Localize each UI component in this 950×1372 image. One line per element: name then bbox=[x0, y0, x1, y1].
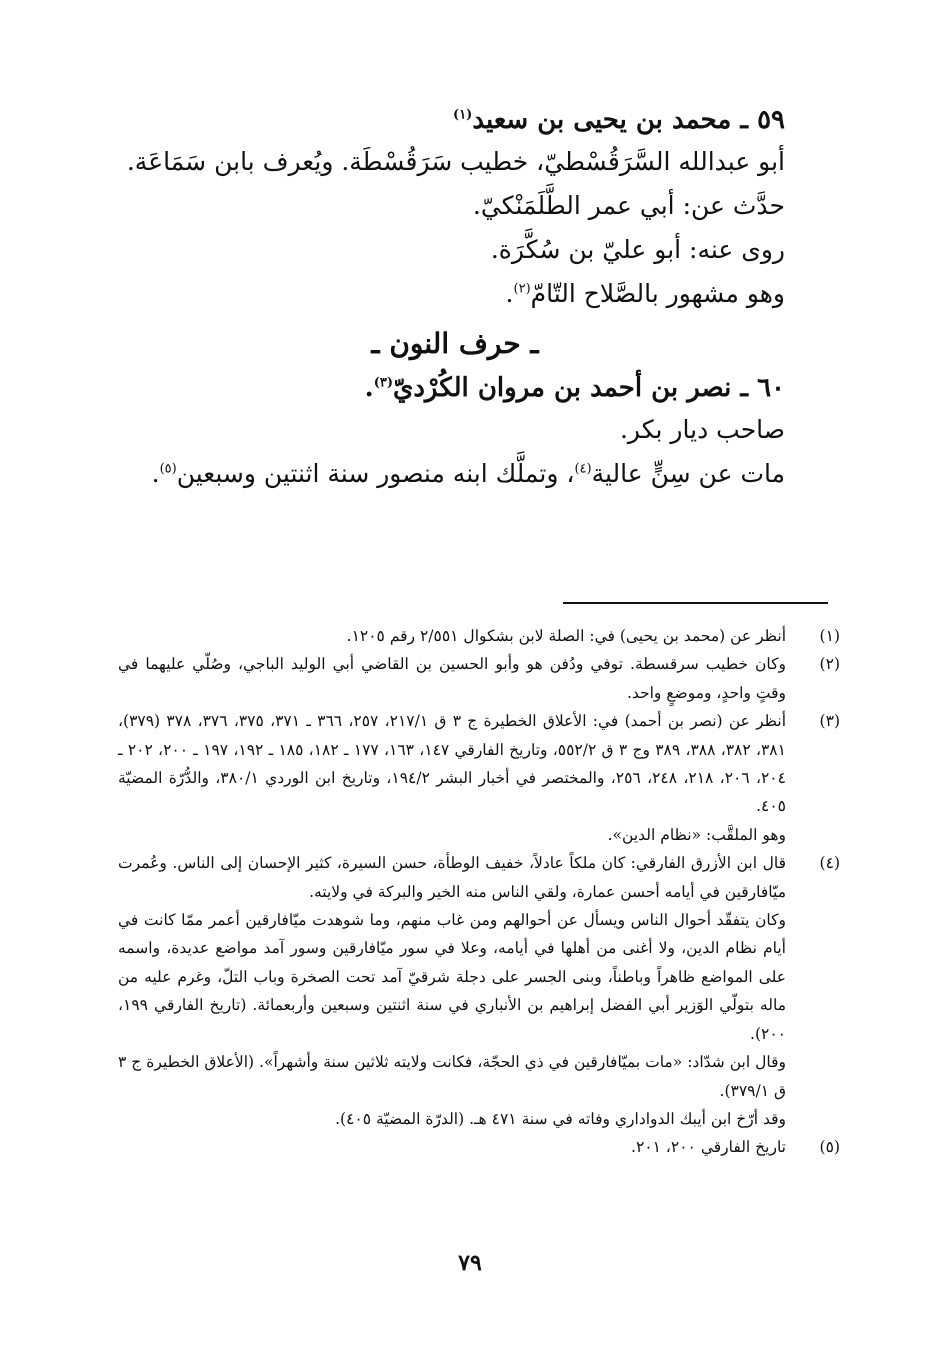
footnote-number: (٥) bbox=[819, 1138, 840, 1157]
footnote-ref-2[interactable]: (٢) bbox=[513, 281, 531, 297]
footnote-separator bbox=[563, 602, 828, 604]
entry-59-line-4-end: . bbox=[505, 279, 514, 308]
footnotes bbox=[118, 622, 840, 1162]
footnote-text: أنظر عن (نصر بن أحمد) في: الأعلاق الخطيرة ج ٣ ق ٢١٧/١، ٢٥٧، ٣٦٦ ـ ٣٧١، ٣٧٥، ٣٧٦، ٣٧٨ (٣٧٩)، ٣٨١، ٣٨٢، ٣٨٨، ٣٨٩ وج ٣ ق ٥٥٢/٢، وتاريخ الفارقي ١٤٧، ١٦٣، ١٧٧ ـ ١٨٢، ١٨٥ ـ ١٩٢، ١٩٧ ـ ٢٠٠، ٢٠٢ ـ ٢٠٤، ٢٠٦، ٢١٨، ٢٤٨، ٢٥٦، والمختصر في أخبار البشر ١٩٤/٢، وتاريخ ابن الوردي ٣٨٠/١، والدُّرّة المضيّة ٤٠٥. bbox=[118, 712, 787, 816]
footnote-1 bbox=[118, 622, 840, 650]
section-title: ـ حرف النون ـ bbox=[371, 327, 539, 360]
footnote-text: وكان خطيب سرقسطة. توفي ودُفن هو وأبو الحسين بن القاضي أبي الوليد الباجي، وصُلّي عليهما في وقتٍ واحدٍ، وموضعٍ واحد. bbox=[118, 655, 786, 702]
entry-59-line-2: حدَّث عن: أبي عمر الطَّلَمَنْكيّ. bbox=[472, 191, 785, 220]
entry-60-line-2-end: . bbox=[151, 459, 160, 488]
entry-60-heading bbox=[165, 368, 785, 408]
entry-60-line-2 bbox=[151, 452, 785, 496]
entry-60-heading-text: ٦٠ ـ نصر بن أحمد بن مروان الكُرْديّ bbox=[392, 373, 785, 403]
footnote-body bbox=[118, 849, 786, 906]
footnote-ref-5[interactable]: (٥) bbox=[159, 461, 177, 477]
footnote-text: أنظر عن (محمد بن يحيى) في: الصلة لابن بشكوال ٢/٥٥١ رقم ١٢٠٥. bbox=[346, 627, 786, 645]
footnote-body bbox=[118, 707, 786, 849]
entry-60-heading-end: . bbox=[364, 373, 374, 403]
footnote-4-paragraph-2: وكان يتفقّد أحوال الناس ويسأل عن أحوالهم ومن غاب منهم، وما شوهدت ميّافارقين أعمر ممّا كانت في أيام نظام الدين، ولا أغنى من أهلها في أيامه، وعلا في سور ميّافارقين وسور آمد مواضع عديدة، واسمه على المواضع ظاهراً وباطناً، وبنى الجسر على دجلة شرقيّ آمد تحت الصخرة وباب التلّ، وغرم عليه من ماله بتولّي الوَزير أبي الفضل إبراهيم بن الأنباري في سنة اثنتين وسبعين وأربعمائة. (تاريخ الفارقي ١٩٩، ٢٠٠). bbox=[118, 911, 786, 1043]
footnote-extra: وهو الملقَّب: «نظام الدين». bbox=[607, 825, 786, 844]
footnote-ref-1[interactable]: (١) bbox=[453, 107, 473, 123]
footnote-ref-4[interactable]: (٤) bbox=[574, 461, 592, 477]
footnote-number: (٤) bbox=[819, 854, 840, 873]
footnote-5 bbox=[118, 1133, 840, 1161]
footnote-ref-3[interactable]: (٣) bbox=[373, 375, 393, 391]
footnote-2 bbox=[118, 650, 840, 707]
footnote-number: (٢) bbox=[819, 655, 840, 674]
footnote-text: تاريخ الفارقي ٢٠٠، ٢٠١. bbox=[631, 1138, 786, 1157]
entry-60-line-2-part-b: ، وتملَّك ابنه منصور سنة اثنتين وسبعين bbox=[176, 459, 575, 488]
entry-60-line-2-part-a: مات عن سِنٍّ عالية bbox=[591, 459, 785, 488]
footnote-3 bbox=[118, 707, 840, 849]
footnote-4-paragraph-4: وقد أرّخ ابن أيبك الدواداري وفاته في سنة ٤٧١ هـ. (الدرّة المضيّة ٤٠٥). bbox=[335, 1109, 786, 1128]
main-text bbox=[126, 100, 785, 496]
footnote-paragraph: قال ابن الأزرق الفارقي: كان ملكاً عادلاً، خفيف الوطأة، حسن السيرة، كثير الإحسان إلى الناس. وعُمرت ميّافارقين في أيامه أحسن عمارة، ولقي الناس منه الخير والبركة في ولايته. bbox=[118, 854, 786, 901]
entry-59-line-1: أبو عبدالله السَّرَقُسْطيّ، خطيب سَرَقُسْطَة. ويُعرف بابن سَمَاعَة. bbox=[126, 147, 785, 176]
entry-59-line-4-text: وهو مشهور بالصَّلاح التّامّ bbox=[530, 279, 785, 308]
footnote-number: (٣) bbox=[819, 712, 840, 731]
entry-59-heading-text: ٥٩ ـ محمد بن يحيى بن سعيد bbox=[472, 105, 785, 135]
footnote-number: (١) bbox=[819, 627, 840, 645]
entry-59-line-4 bbox=[165, 272, 785, 316]
page-number: ٧٩ bbox=[458, 1250, 482, 1276]
entry-59-heading bbox=[165, 100, 785, 140]
footnote-4-paragraph-3: وقال ابن شدّاد: «مات بميّافارقين في ذي الحجّة، فكانت ولايته ثلاثين سنة وأشهراً». (الأعلاق الخطيرة ج ٣ ق ٣٧٩/١). bbox=[118, 1053, 786, 1100]
footnote-4 bbox=[118, 849, 840, 906]
entry-60-line-1: صاحب ديار بكر. bbox=[619, 415, 785, 444]
entry-59-line-3: روى عنه: أبو عليّ بن سُكَّرَة. bbox=[490, 235, 785, 264]
